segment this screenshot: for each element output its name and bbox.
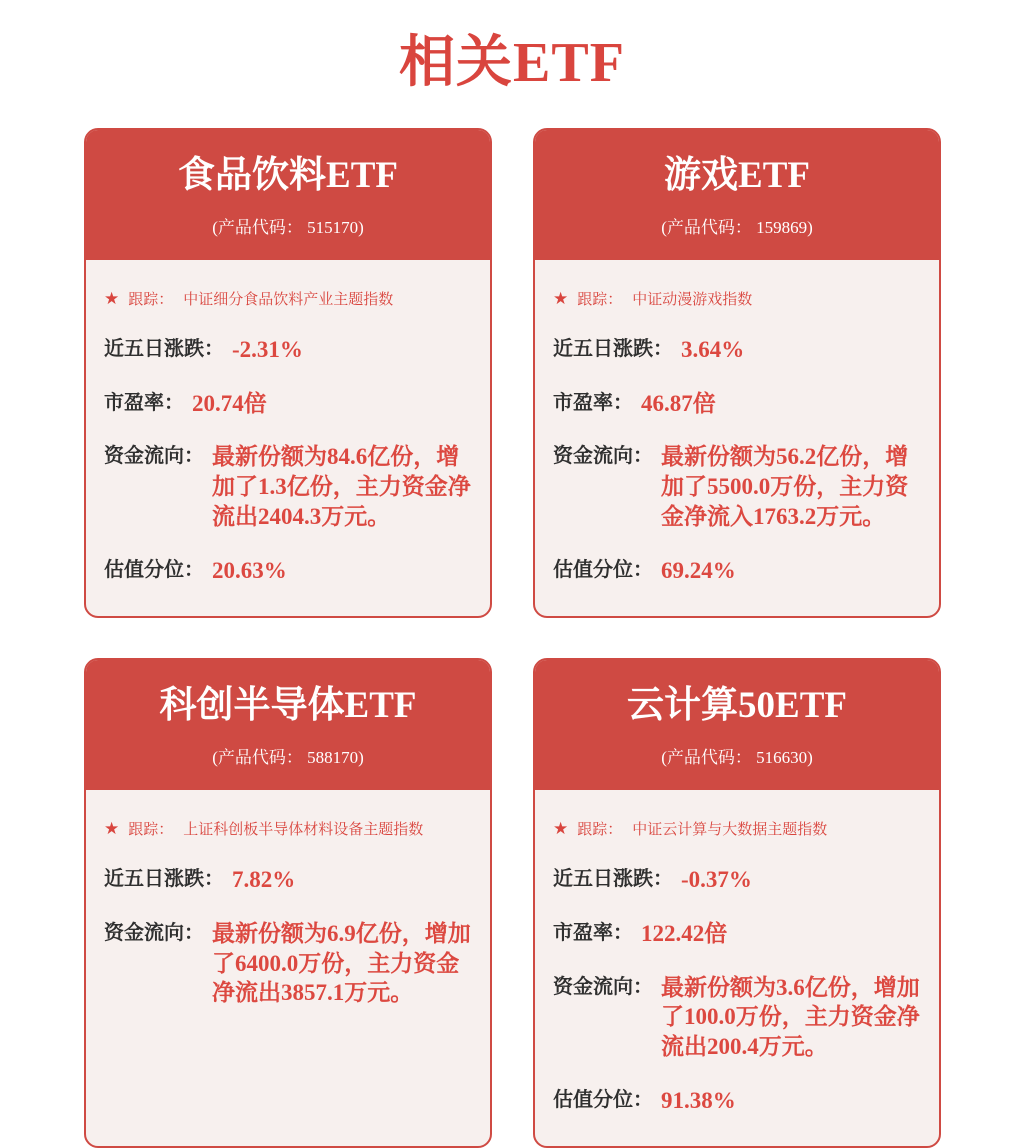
card-body bbox=[535, 260, 939, 616]
metric-row bbox=[104, 556, 472, 586]
metric-row bbox=[553, 389, 921, 419]
etf-card-semiconductor bbox=[84, 658, 492, 1148]
etf-name: 食品饮料ETF bbox=[178, 155, 398, 196]
etf-card-cloud-computing bbox=[533, 658, 941, 1148]
metric-label: 近五日涨跌： bbox=[104, 867, 224, 890]
etf-card-grid bbox=[84, 128, 942, 1148]
metric-label: 市盈率： bbox=[104, 391, 184, 414]
metric-label: 资金流向： bbox=[104, 921, 204, 944]
metric-value: 7.82% bbox=[232, 866, 296, 892]
metric-value: 最新份额为84.6亿份，增加了1.3亿份，主力资金净流出2404.3万元。 bbox=[212, 444, 471, 530]
star-icon: ★ bbox=[553, 818, 569, 838]
track-label: 跟踪： bbox=[577, 290, 623, 308]
metric-row bbox=[553, 335, 921, 365]
metric-value: 3.64% bbox=[681, 336, 745, 362]
metric-label: 市盈率： bbox=[553, 391, 633, 414]
etf-name: 游戏ETF bbox=[664, 155, 810, 196]
track-index-name: 中证细分食品饮料产业主题指数 bbox=[183, 290, 394, 308]
metric-value: 46.87倍 bbox=[641, 390, 716, 416]
track-line bbox=[104, 818, 472, 839]
etf-product-code: (产品代码： 515170) bbox=[212, 217, 364, 237]
card-body bbox=[86, 260, 490, 616]
star-icon: ★ bbox=[553, 288, 569, 308]
metric-value: 最新份额为3.6亿份，增加了100.0万份，主力资金净流出200.4万元。 bbox=[661, 974, 920, 1060]
etf-name: 科创半导体ETF bbox=[159, 685, 417, 727]
metric-label: 估值分位： bbox=[104, 559, 204, 582]
track-label: 跟踪： bbox=[128, 820, 174, 838]
card-header bbox=[535, 130, 939, 260]
metric-row bbox=[104, 919, 472, 1009]
track-line bbox=[553, 818, 921, 839]
star-icon: ★ bbox=[104, 818, 120, 838]
metric-value: 69.24% bbox=[661, 558, 736, 584]
metric-label: 市盈率： bbox=[553, 921, 633, 944]
card-header bbox=[86, 130, 490, 260]
track-label: 跟踪： bbox=[128, 290, 174, 308]
track-index-name: 中证动漫游戏指数 bbox=[632, 290, 753, 308]
metric-label: 资金流向： bbox=[553, 975, 653, 998]
etf-name: 云计算50ETF bbox=[627, 685, 847, 727]
metric-value: 20.63% bbox=[212, 558, 287, 584]
metric-label: 资金流向： bbox=[553, 445, 653, 468]
metric-value: 20.74倍 bbox=[192, 390, 267, 416]
card-body bbox=[535, 790, 939, 1146]
metric-value: -2.31% bbox=[232, 336, 303, 362]
metric-label: 估值分位： bbox=[553, 559, 653, 582]
track-label: 跟踪： bbox=[577, 820, 623, 838]
metric-row bbox=[104, 865, 472, 895]
etf-product-code: (产品代码： 159869) bbox=[661, 217, 813, 237]
metric-row bbox=[553, 1086, 921, 1116]
metric-row bbox=[104, 442, 472, 532]
metric-row bbox=[104, 335, 472, 365]
metric-value: 91.38% bbox=[661, 1088, 736, 1114]
track-line bbox=[104, 288, 472, 309]
card-header bbox=[86, 660, 490, 790]
metric-label: 近五日涨跌： bbox=[553, 867, 673, 890]
card-body bbox=[86, 790, 490, 1146]
metric-label: 估值分位： bbox=[553, 1089, 653, 1112]
etf-product-code: (产品代码： 588170) bbox=[212, 747, 364, 767]
etf-card-food-beverage bbox=[84, 128, 492, 618]
metric-row bbox=[553, 919, 921, 949]
etf-product-code: (产品代码： 516630) bbox=[661, 747, 813, 767]
metric-label: 近五日涨跌： bbox=[553, 337, 673, 360]
etf-card-game bbox=[533, 128, 941, 618]
metric-value: 最新份额为56.2亿份，增加了5500.0万份，主力资金净流入1763.2万元。 bbox=[661, 444, 909, 530]
metric-label: 资金流向： bbox=[104, 445, 204, 468]
card-header bbox=[535, 660, 939, 790]
metric-row bbox=[553, 865, 921, 895]
metric-row bbox=[553, 442, 921, 532]
metric-value: 最新份额为6.9亿份，增加了6400.0万份，主力资金净流出3857.1万元。 bbox=[212, 920, 471, 1006]
track-index-name: 中证云计算与大数据主题指数 bbox=[632, 820, 828, 838]
metric-row bbox=[553, 973, 921, 1063]
metric-row bbox=[553, 556, 921, 586]
star-icon: ★ bbox=[104, 288, 120, 308]
metric-row bbox=[104, 389, 472, 419]
metric-value: -0.37% bbox=[681, 866, 752, 892]
metric-value: 122.42倍 bbox=[641, 920, 728, 946]
metric-label: 近五日涨跌： bbox=[104, 337, 224, 360]
page-title: 相关ETF bbox=[399, 32, 625, 94]
track-line bbox=[553, 288, 921, 309]
track-index-name: 上证科创板半导体材料设备主题指数 bbox=[183, 820, 424, 838]
